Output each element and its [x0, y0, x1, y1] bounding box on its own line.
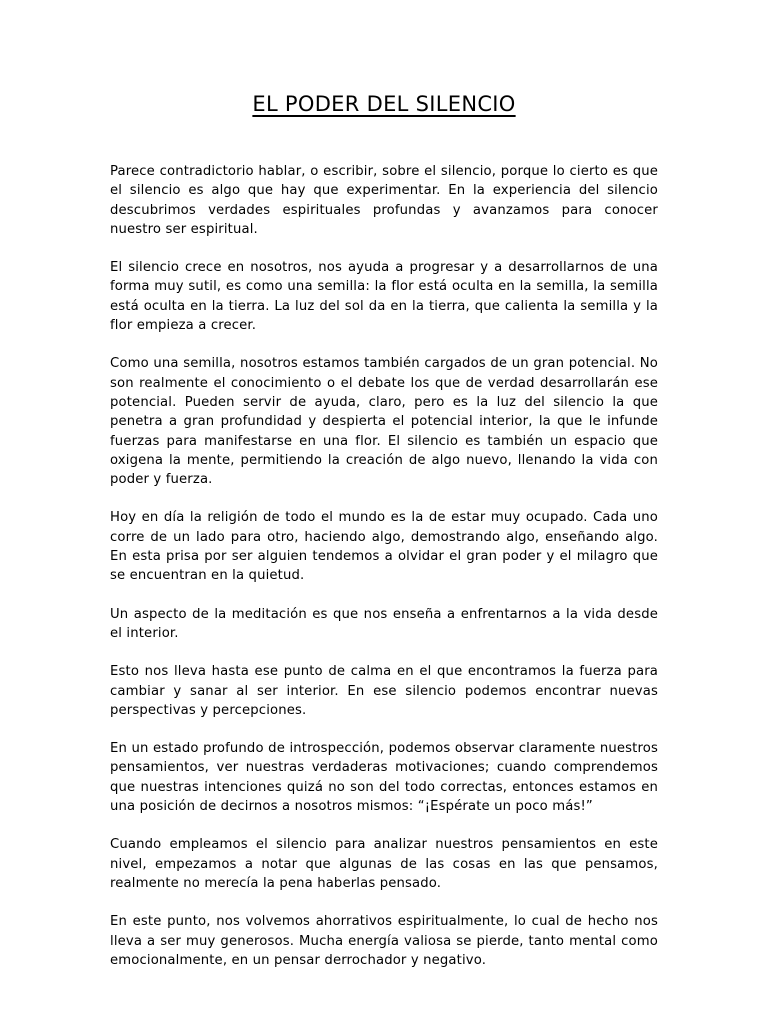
document-title-text: EL PODER DEL SILENCIO — [252, 92, 516, 116]
document-body — [110, 162, 658, 989]
paragraph-3: Como una semilla, nosotros estamos también cargados de un gran potencial. No son realmente el conocimiento o el debate los que de verdad desarrollarán ese potencial. Pueden servir de ayuda, claro, pero es la luz del silencio la que penetra a gran profundidad y despierta el potencial interior, la que le infunde fuerzas para manifestarse en una flor. El silencio es también un espacio que oxigena la mente, permitiendo la creación de algo nuevo, llenando la vida con poder y fuerza. — [110, 356, 658, 488]
paragraph-2: El silencio crece en nosotros, nos ayuda a progresar y a desarrollarnos de una forma muy sutil, es como una semilla: la flor está oculta en la semilla, la semilla está oculta en la tierra. La luz del sol da en la tierra, que calienta la semilla y la flor empieza a crecer. — [110, 260, 658, 334]
paragraph-1: Parece contradictorio hablar, o escribir, sobre el silencio, porque lo cierto es que el silencio es algo que hay que experimentar. En la experiencia del silencio descubrimos verdades espirituales profundas y avanzamos para conocer nuestro ser espiritual. — [110, 164, 658, 237]
document-title — [0, 88, 768, 120]
paragraph-5: Un aspecto de la meditación es que nos enseña a enfrentarnos a la vida desde el interior. — [110, 606, 658, 641]
paragraph-6: Esto nos lleva hasta ese punto de calma en el que encontramos la fuerza para cambiar y sanar al ser interior. En ese silencio podemos encontrar nuevas perspectivas y percepciones. — [110, 664, 658, 718]
paragraph-4: Hoy en día la religión de todo el mundo es la de estar muy ocupado. Cada uno corre de un lado para otro, haciendo algo, demostrando algo, enseñando algo. En esta prisa por ser alguien tendemos a olvidar el gran poder y el milagro que se encuentran en la quietud. — [110, 510, 658, 584]
paragraph-8: Cuando empleamos el silencio para analizar nuestros pensamientos en este nivel, empezamos a notar que algunas de las cosas en las que pensamos, realmente no merecía la pena haberlas pensado. — [110, 837, 658, 891]
paragraph-9: En este punto, nos volvemos ahorrativos espiritualmente, lo cual de hecho nos lleva a ser muy generosos. Mucha energía valiosa se pierde, tanto mental como emocionalmente, en un pensar derrochador y negativo. — [110, 914, 658, 968]
paragraph-7: En un estado profundo de introspección, podemos observar claramente nuestros pensamientos, ver nuestras verdaderas motivaciones; cuando comprendemos que nuestras intenciones quizá no son del todo correctas, entonces estamos en una posición de decirnos a nosotros mismos: “¡Espérate un poco más!” — [110, 741, 658, 815]
